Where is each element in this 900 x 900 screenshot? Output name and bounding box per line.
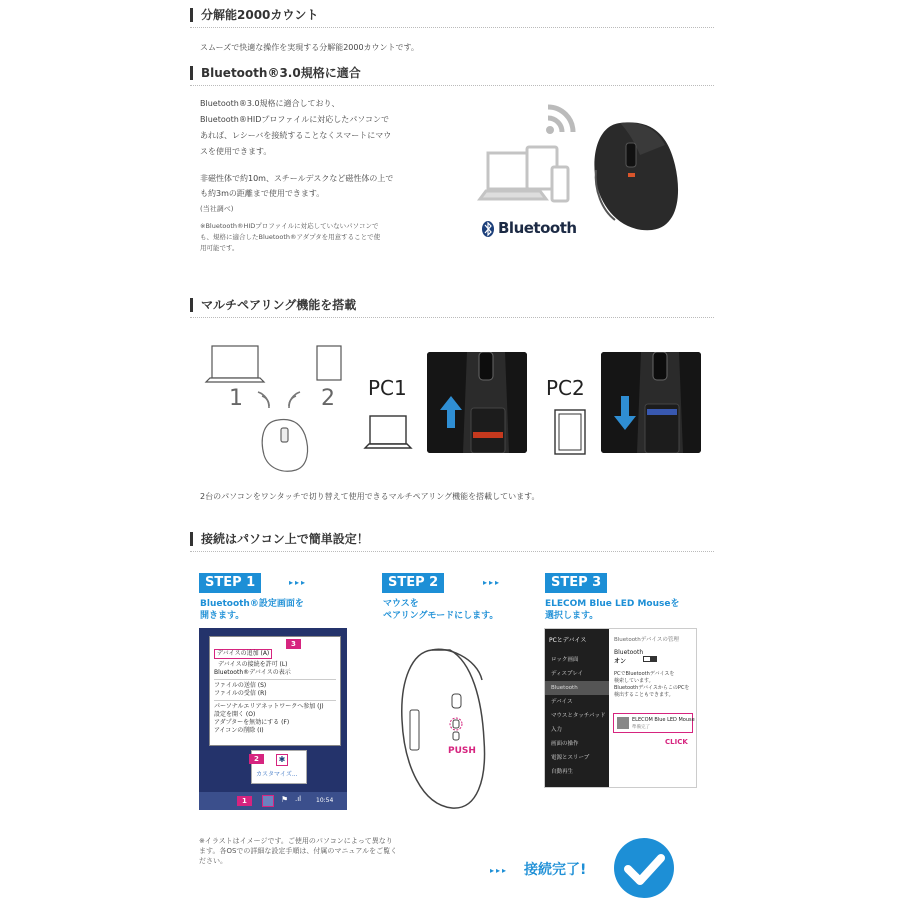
step-2-badge: STEP 2 (382, 573, 444, 593)
text-line: 非磁性体で約10m、スチールデスクなど磁性体の上で (200, 174, 394, 183)
text-line: ※イラストはイメージです。ご使用のパソコンによって異なり (199, 837, 393, 845)
clock: 10:54 (316, 797, 334, 804)
callout-3: 3 (286, 639, 301, 649)
pc2-label: PC2 (546, 376, 585, 400)
text-line: Bluetooth®HIDプロファイルに対応したパソコンで (200, 115, 390, 124)
callout-1: 1 (237, 796, 252, 806)
settings-sidebar (545, 629, 609, 788)
menu-item-receive-file[interactable]: ファイルの受信 (R) (214, 690, 267, 697)
wireless-left-icon (258, 392, 269, 408)
sidebar-item-bluetooth[interactable]: Bluetooth (545, 681, 609, 695)
resolution-text: スムーズで快適な操作を実現する分解能2000カウントです。 (200, 43, 419, 52)
bluetooth-paragraph-1 (200, 96, 391, 160)
mouse-image (594, 122, 678, 230)
text-line: Bluetooth®設定画面を (200, 599, 304, 609)
pc1-label: PC1 (368, 376, 407, 400)
text-line: 検出することもできます。 (614, 692, 674, 698)
bluetooth-note: (当社調べ) (200, 205, 234, 213)
settings-header: PCとデバイス (549, 637, 587, 644)
laptop-icon (362, 412, 414, 456)
bluetooth-logo-text: Bluetooth (498, 219, 577, 237)
text-line: PCでBluetoothデバイスを (614, 671, 675, 677)
step-arrow: ▸▸▸ (483, 578, 502, 587)
menu-item-join-pan[interactable]: パーソナルエリアネットワークへ参加 (J) (214, 703, 324, 710)
text-line: ペアリングモードにします。 (383, 611, 499, 621)
header-bar (190, 532, 193, 546)
menu-item-send-file[interactable]: ファイルの送信 (S) (214, 682, 267, 689)
click-label: CLICK (665, 738, 688, 746)
push-label: PUSH (448, 746, 476, 756)
device-item-elecom[interactable] (613, 713, 693, 733)
menu-item-show-devices[interactable]: Bluetooth®デバイスの表示 (214, 669, 291, 676)
text-line: も、規格に適合したBluetooth®アダプタを用意することで使 (200, 233, 381, 241)
connection-complete-label: 接続完了! (524, 862, 587, 878)
sidebar-item[interactable]: 電源とスリープ (551, 755, 590, 761)
bluetooth-state: オン (614, 658, 627, 665)
text-line: マウスを (383, 599, 419, 609)
multipairing-caption: 2台のパソコンをワンタッチで切り替えて使用できるマルチペアリング機能を搭載しています。 (200, 492, 540, 501)
text-line: 開きます。 (200, 611, 245, 621)
tray-expand-icon[interactable] (262, 795, 274, 807)
sidebar-item[interactable]: 入力 (551, 727, 563, 733)
number-1: 1 (229, 386, 243, 411)
text-line: スを使用できます。 (200, 147, 272, 156)
menu-item-add-device[interactable]: デバイスの追加 (A) (214, 649, 272, 659)
text-line: ださい。 (199, 857, 227, 865)
search-info (614, 671, 689, 699)
sidebar-item[interactable]: ディスプレイ (551, 671, 584, 677)
sidebar-item[interactable]: 画面の操作 (551, 741, 579, 747)
setup-note (199, 836, 397, 866)
customize-link[interactable]: カスタマイズ... (256, 771, 298, 778)
bluetooth-label: Bluetooth (614, 649, 644, 656)
settings-menu (545, 653, 609, 779)
step-arrow: ▸▸▸ (490, 866, 509, 875)
bluetooth-context-menu (209, 636, 341, 746)
checkmark-icon (612, 836, 676, 900)
sidebar-item[interactable]: マウスとタッチパッド (551, 713, 606, 719)
header-bar (190, 66, 193, 80)
bluetooth-paragraph-2 (200, 171, 393, 201)
step-3-badge: STEP 3 (545, 573, 607, 593)
bluetooth-small-print (200, 221, 380, 254)
text-line: BluetoothデバイスからこのPCを (614, 685, 690, 691)
wireless-icon (546, 107, 573, 134)
section-title: 接続はパソコン上で簡単設定！ (201, 532, 369, 546)
sidebar-item[interactable]: ロック画面 (551, 657, 579, 663)
tablet-icon (552, 408, 588, 456)
device-name: ELECOM Blue LED Mouse (632, 717, 695, 723)
step-1-description (200, 598, 304, 622)
step-3-description (545, 598, 679, 622)
flag-icon: ⚑ (281, 795, 289, 804)
step-2-mouse-illustration (392, 640, 492, 815)
section-title: 分解能2000カウント (201, 8, 319, 22)
sidebar-item[interactable]: 自動再生 (551, 769, 574, 775)
text-line: 用可能です。 (200, 244, 239, 252)
pc1-mouse-photo (427, 352, 527, 453)
step-3-screenshot (544, 628, 697, 788)
tablet-icon (317, 346, 341, 380)
laptop-icon (206, 346, 264, 382)
step-1-badge: STEP 1 (199, 573, 261, 593)
taskbar (199, 792, 347, 810)
bluetooth-logo (482, 221, 494, 237)
step-arrow: ▸▸▸ (289, 578, 308, 587)
section-title: マルチペアリング機能を搭載 (201, 298, 357, 312)
mouse-device-icon (617, 717, 629, 729)
panel-title: Bluetoothデバイスの管理 (614, 637, 679, 643)
header-bar (190, 8, 193, 22)
device-status: 準備完了 (632, 725, 650, 730)
bluetooth-toggle[interactable] (643, 656, 657, 662)
section-header-resolution (190, 4, 714, 28)
section-header-bluetooth (190, 62, 714, 86)
menu-item-allow-connect[interactable]: デバイスの接続を許可 (L) (218, 661, 288, 668)
header-bar (190, 298, 193, 312)
step-2-description (383, 598, 498, 622)
text-line: ます。各OSでの詳細な設定手順は、付属のマニュアルをご覧く (199, 847, 398, 855)
section-title: Bluetooth®3.0規格に適合 (201, 66, 361, 80)
phone-icon (552, 167, 568, 201)
sidebar-item[interactable]: デバイス (551, 699, 573, 705)
mouse-outline-icon (262, 420, 307, 472)
menu-item-disable-adapter[interactable]: アダプターを無効にする (F) (214, 719, 290, 726)
text-line: ※Bluetooth®HIDプロファイルに対応していないパソコンで (200, 222, 379, 230)
text-line: も約3mの距離まで使用できます。 (200, 189, 325, 198)
pc2-mouse-photo (601, 352, 701, 453)
step-1-screenshot (199, 628, 347, 810)
text-line: あれば、レシーバを接続することなくスマートにマウ (200, 131, 392, 140)
text-line: 検索しています。 (614, 678, 654, 684)
signal-icon: .ıl (295, 795, 302, 803)
text-line: 選択します。 (545, 611, 599, 621)
number-2: 2 (321, 386, 335, 411)
section-header-setup (190, 528, 714, 552)
menu-item-open-settings[interactable]: 設定を開く (O) (214, 711, 256, 718)
text-line: ELECOM Blue LED Mouseを (545, 599, 680, 609)
wireless-right-icon (289, 392, 300, 408)
section-header-multipairing (190, 294, 714, 318)
menu-item-remove-icon[interactable]: アイコンの削除 (I) (214, 727, 264, 734)
callout-2: 2 (249, 754, 264, 764)
bluetooth-tray-icon[interactable]: ✱ (276, 754, 288, 766)
text-line: Bluetooth®3.0規格に適合しており、 (200, 99, 340, 108)
